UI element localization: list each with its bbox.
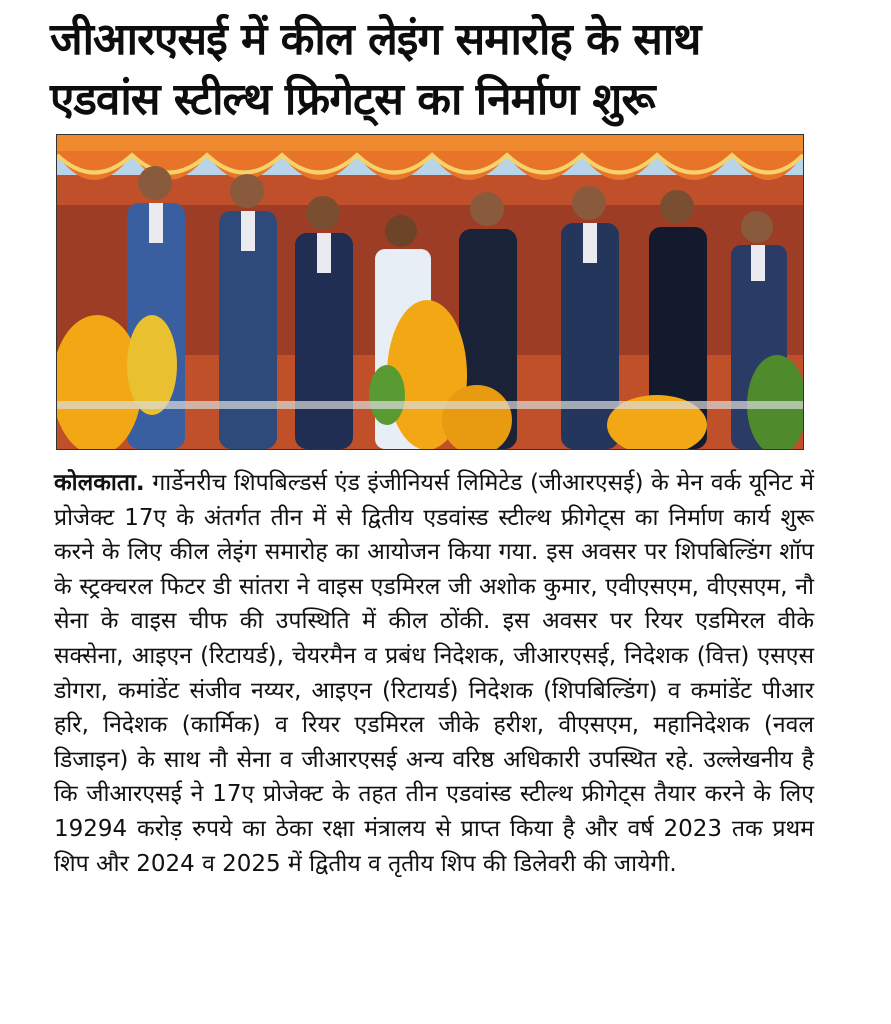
ceremony-photo-illustration bbox=[57, 135, 803, 449]
dateline: कोलकाता. bbox=[54, 470, 145, 496]
headline bbox=[50, 10, 850, 130]
cutoff-next-headline bbox=[54, 1004, 854, 1024]
headline-line-2: एडवांस स्टील्थ फ्रिगेट्स का निर्माण शुरू bbox=[50, 74, 655, 125]
article-text: गार्डेनरीच शिपबिल्डर्स एंड इंजीनियर्स लिमिटेड (जीआरएसई) के मेन वर्क यूनिट में प्रोजेक्ट 17ए के अंतर्गत तीन में से द्वितीय एडवांस्ड स्टील्थ फ्रीगेट्स का निर्माण कार्य शुरू करने के लिए कील लेइंग समारोह का आयोजन किया गया. इस अवसर पर शिपबिल्डिंग शॉप के स्ट्रक्चरल फिटर डी सांतरा ने वाइस एडमिरल जी अशोक कुमार, एवीएसएम, वीएसएम, नौ सेना के वाइस चीफ की उपस्थिति में कील ठोंकी. इस अवसर पर रियर एडमिरल वीके सक्सेना, आइएन (रिटायर्ड), चेयरमैन व प्रबंध निदेशक, जीआरएसई, निदेशक (वित्त) एसएस डोगरा, कमांडेंट संजीव नय्यर, आइएन (रिटायर्ड) निदेशक (शिपबिल्डिंग) व कमांडेंट पीआर हरि, निदेशक (कार्मिक) व रियर एडमिरल जीके हरीश, वीएसएम, महानिदेशक (नवल डिजाइन) के साथ नौ सेना व जीआरएसई अन्य वरिष्ठ अधिकारी उपस्थित रहे. उल्लेखनीय है कि जीआरएसई ने 17ए प्रोजेक्ट के तहत तीन एडवांस्ड स्टील्थ फ्रीगेट्स तैयार करने के लिए 19294 करोड़ रुपये का ठेका रक्षा मंत्रालय से प्राप्त किया है और वर्ष 2023 तक प्रथम शिप और 2024 व 2025 में द्वितीय व तृतीय शिप की डिलेवरी की जायेगी. bbox=[54, 470, 814, 877]
article-body bbox=[54, 466, 814, 881]
headline-line-1: जीआरएसई में कील लेइंग समारोह के साथ bbox=[50, 14, 701, 65]
news-photo bbox=[56, 134, 804, 450]
